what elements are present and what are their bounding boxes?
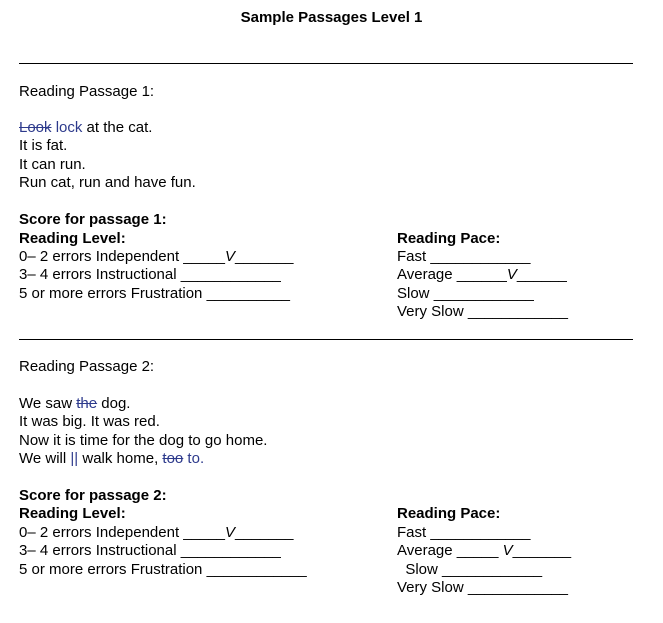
struck-word: too: [162, 450, 184, 467]
passage-2-level-frustration: [19, 561, 307, 579]
passage-1-level-heading: Reading Level:: [19, 230, 126, 247]
passage-1-pace-very-slow: [397, 303, 568, 321]
answer-blank: ____________: [442, 561, 543, 578]
row-label: 3– 4 errors Instructional: [19, 266, 181, 283]
row-label: 3– 4 errors Instructional: [19, 542, 181, 559]
answer-blank: ____________: [433, 285, 534, 302]
row-label: 5 or more errors Frustration: [19, 285, 207, 302]
passage-1-pace-fast: [397, 248, 530, 266]
passage-2-line-3: Now it is time for the dog to go home.: [19, 432, 268, 449]
handwritten-correction: to.: [183, 450, 205, 467]
line-text: at the cat.: [82, 119, 153, 136]
line-text: We saw: [19, 395, 77, 412]
answer-blank: ______: [516, 266, 567, 283]
divider: [19, 339, 633, 340]
divider: [19, 63, 633, 64]
line-text: walk home,: [78, 450, 163, 467]
row-label: Slow: [397, 285, 434, 302]
row-label: 5 or more errors Frustration: [19, 561, 207, 578]
row-label: 0– 2 errors Independent: [19, 248, 184, 265]
answer-blank: _____: [183, 248, 226, 265]
struck-word: Look: [19, 119, 52, 136]
page-title: Sample Passages Level 1: [240, 9, 423, 26]
passage-1-heading: Reading Passage 1:: [19, 83, 155, 100]
passage-1-line-4: Run cat, run and have fun.: [19, 174, 196, 191]
passage-2-line-1: [19, 395, 130, 413]
pause-mark: ||: [70, 450, 79, 467]
passage-1-level-frustration: [19, 285, 290, 303]
check-mark: V: [225, 248, 236, 265]
answer-blank: _____: [456, 542, 503, 559]
passage-1-pace-slow: [397, 285, 534, 303]
answer-blank: ____________: [467, 303, 568, 320]
row-label: 0– 2 errors Independent: [19, 524, 184, 541]
row-label: Average: [397, 266, 457, 283]
answer-blank: _______: [235, 248, 294, 265]
passage-2-line-2: It was big. It was red.: [19, 413, 160, 430]
answer-blank: ____________: [467, 579, 568, 596]
answer-blank: _______: [512, 542, 572, 559]
answer-blank: ____________: [430, 524, 531, 541]
check-mark: V: [502, 542, 513, 559]
passage-2-heading: Reading Passage 2:: [19, 358, 155, 375]
passage-2-pace-very-slow: [397, 579, 568, 597]
passage-2-level-heading: Reading Level:: [19, 505, 126, 522]
passage-1-line-2: It is fat.: [19, 137, 68, 154]
answer-blank: ____________: [206, 561, 307, 578]
passage-2-pace-average: [397, 542, 571, 560]
passage-2-score-heading: Score for passage 2:: [19, 487, 167, 504]
passage-2-line-4: [19, 450, 204, 468]
answer-blank: ____________: [430, 248, 531, 265]
answer-blank: _____: [183, 524, 226, 541]
passage-1-pace-heading: Reading Pace:: [397, 230, 501, 247]
answer-blank: ____________: [180, 542, 281, 559]
answer-blank: __________: [206, 285, 290, 302]
passage-1-line-1: [19, 119, 152, 137]
check-mark: V: [225, 524, 236, 541]
passage-2-pace-slow: [397, 561, 542, 579]
passage-1-line-3: It can run.: [19, 156, 86, 173]
answer-blank: ____________: [180, 266, 281, 283]
passage-2-level-instructional: [19, 542, 281, 560]
row-label: Fast: [397, 248, 431, 265]
row-label: Very Slow: [397, 303, 468, 320]
row-label: Very Slow: [397, 579, 468, 596]
answer-blank: _______: [235, 524, 294, 541]
row-label: Slow: [397, 561, 443, 578]
answer-blank: ______: [456, 266, 507, 283]
passage-2-pace-heading: Reading Pace:: [397, 505, 501, 522]
line-text: We will: [19, 450, 71, 467]
passage-1-level-independent: [19, 248, 293, 266]
row-label: Fast: [397, 524, 431, 541]
check-mark: V: [506, 266, 517, 283]
passage-2-pace-fast: [397, 524, 530, 542]
struck-word: the: [76, 395, 98, 412]
row-label: Average: [397, 542, 457, 559]
passage-2-level-independent: [19, 524, 293, 542]
passage-1-level-instructional: [19, 266, 281, 284]
passage-1-score-heading: Score for passage 1:: [19, 211, 167, 228]
passage-1-pace-average: [397, 266, 567, 284]
line-text: dog.: [97, 395, 131, 412]
handwritten-correction: lock: [55, 119, 83, 136]
